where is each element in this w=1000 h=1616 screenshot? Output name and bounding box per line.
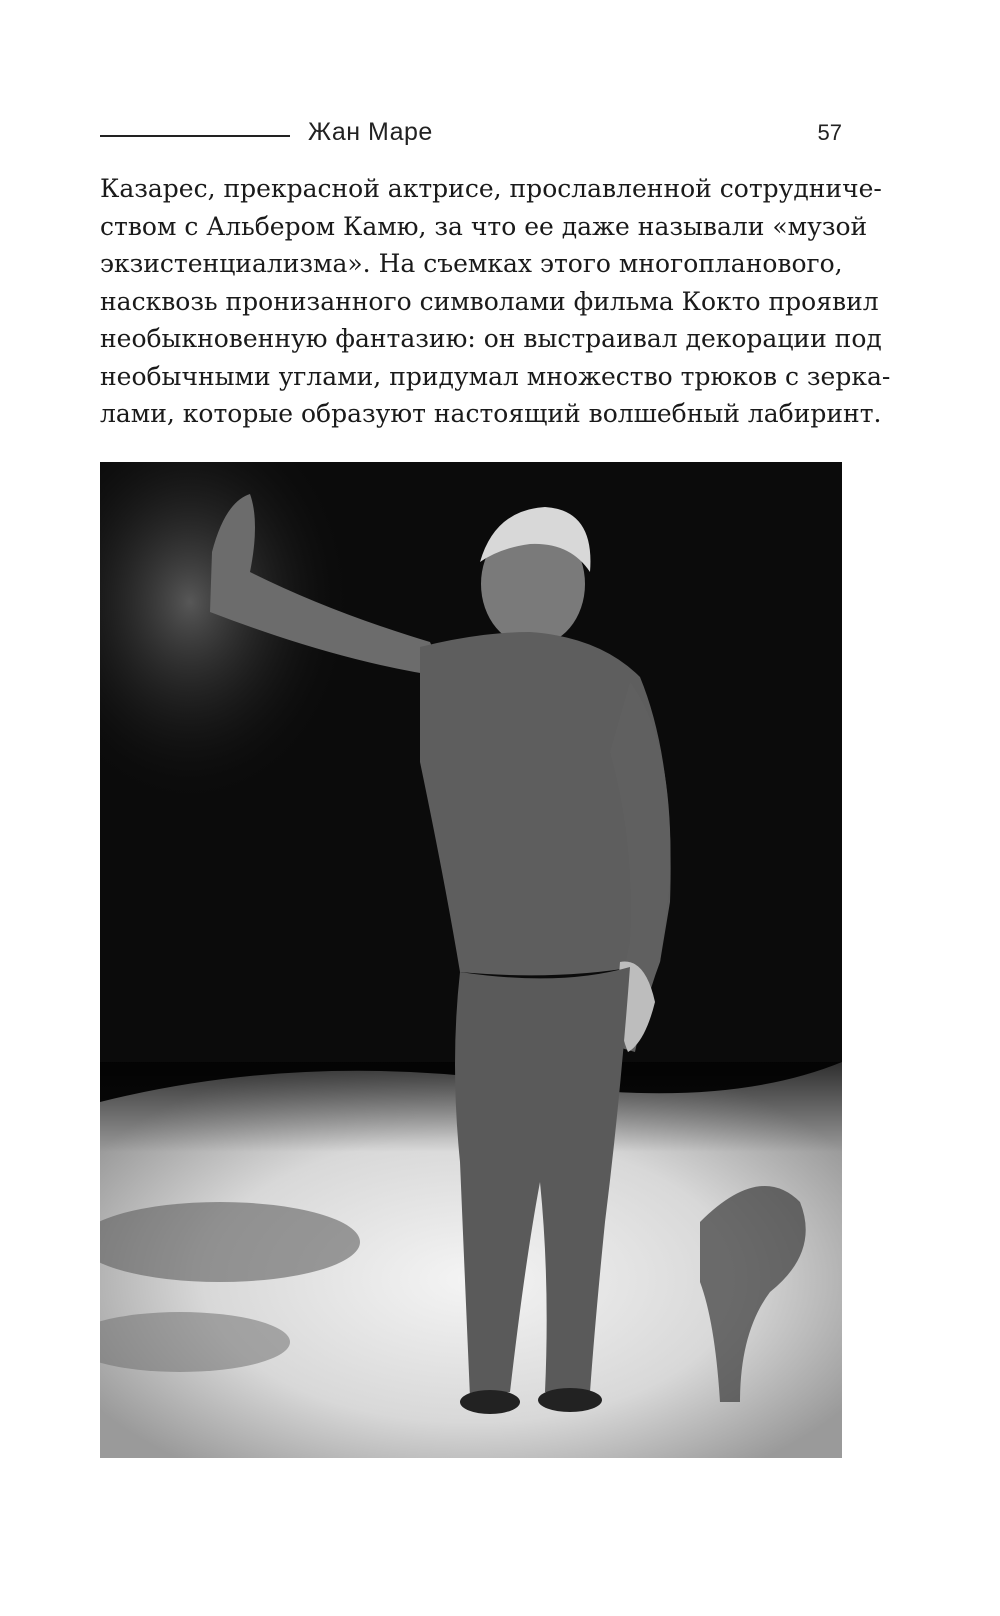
- text-line: необычными углами, придумал множество трюков с зерка-: [100, 361, 891, 391]
- text-line: экзистенциализма». На съемках этого многопланового,: [100, 249, 843, 278]
- text-line: Казарес, прекрасной актрисе, прославленной сотрудниче-: [100, 174, 882, 203]
- shoe: [460, 1390, 520, 1414]
- shoe: [538, 1388, 602, 1412]
- running-title: Жан Маре: [308, 118, 433, 146]
- text-line: насквозь пронизанного символами фильма Кокто проявил: [100, 286, 879, 316]
- body-paragraph: [100, 170, 891, 433]
- header-rule: [100, 135, 290, 137]
- text-line: лами, которые образуют настоящий волшебный лабиринт.: [100, 399, 882, 428]
- text-line: ством с Альбером Камю, за что ее даже называли «музой: [100, 211, 868, 241]
- stage-photograph: [100, 462, 842, 1458]
- page-number: 57: [817, 120, 842, 145]
- running-header: [100, 118, 842, 158]
- text-line: необыкновенную фантазию: он выстраивал декорации под: [100, 324, 882, 353]
